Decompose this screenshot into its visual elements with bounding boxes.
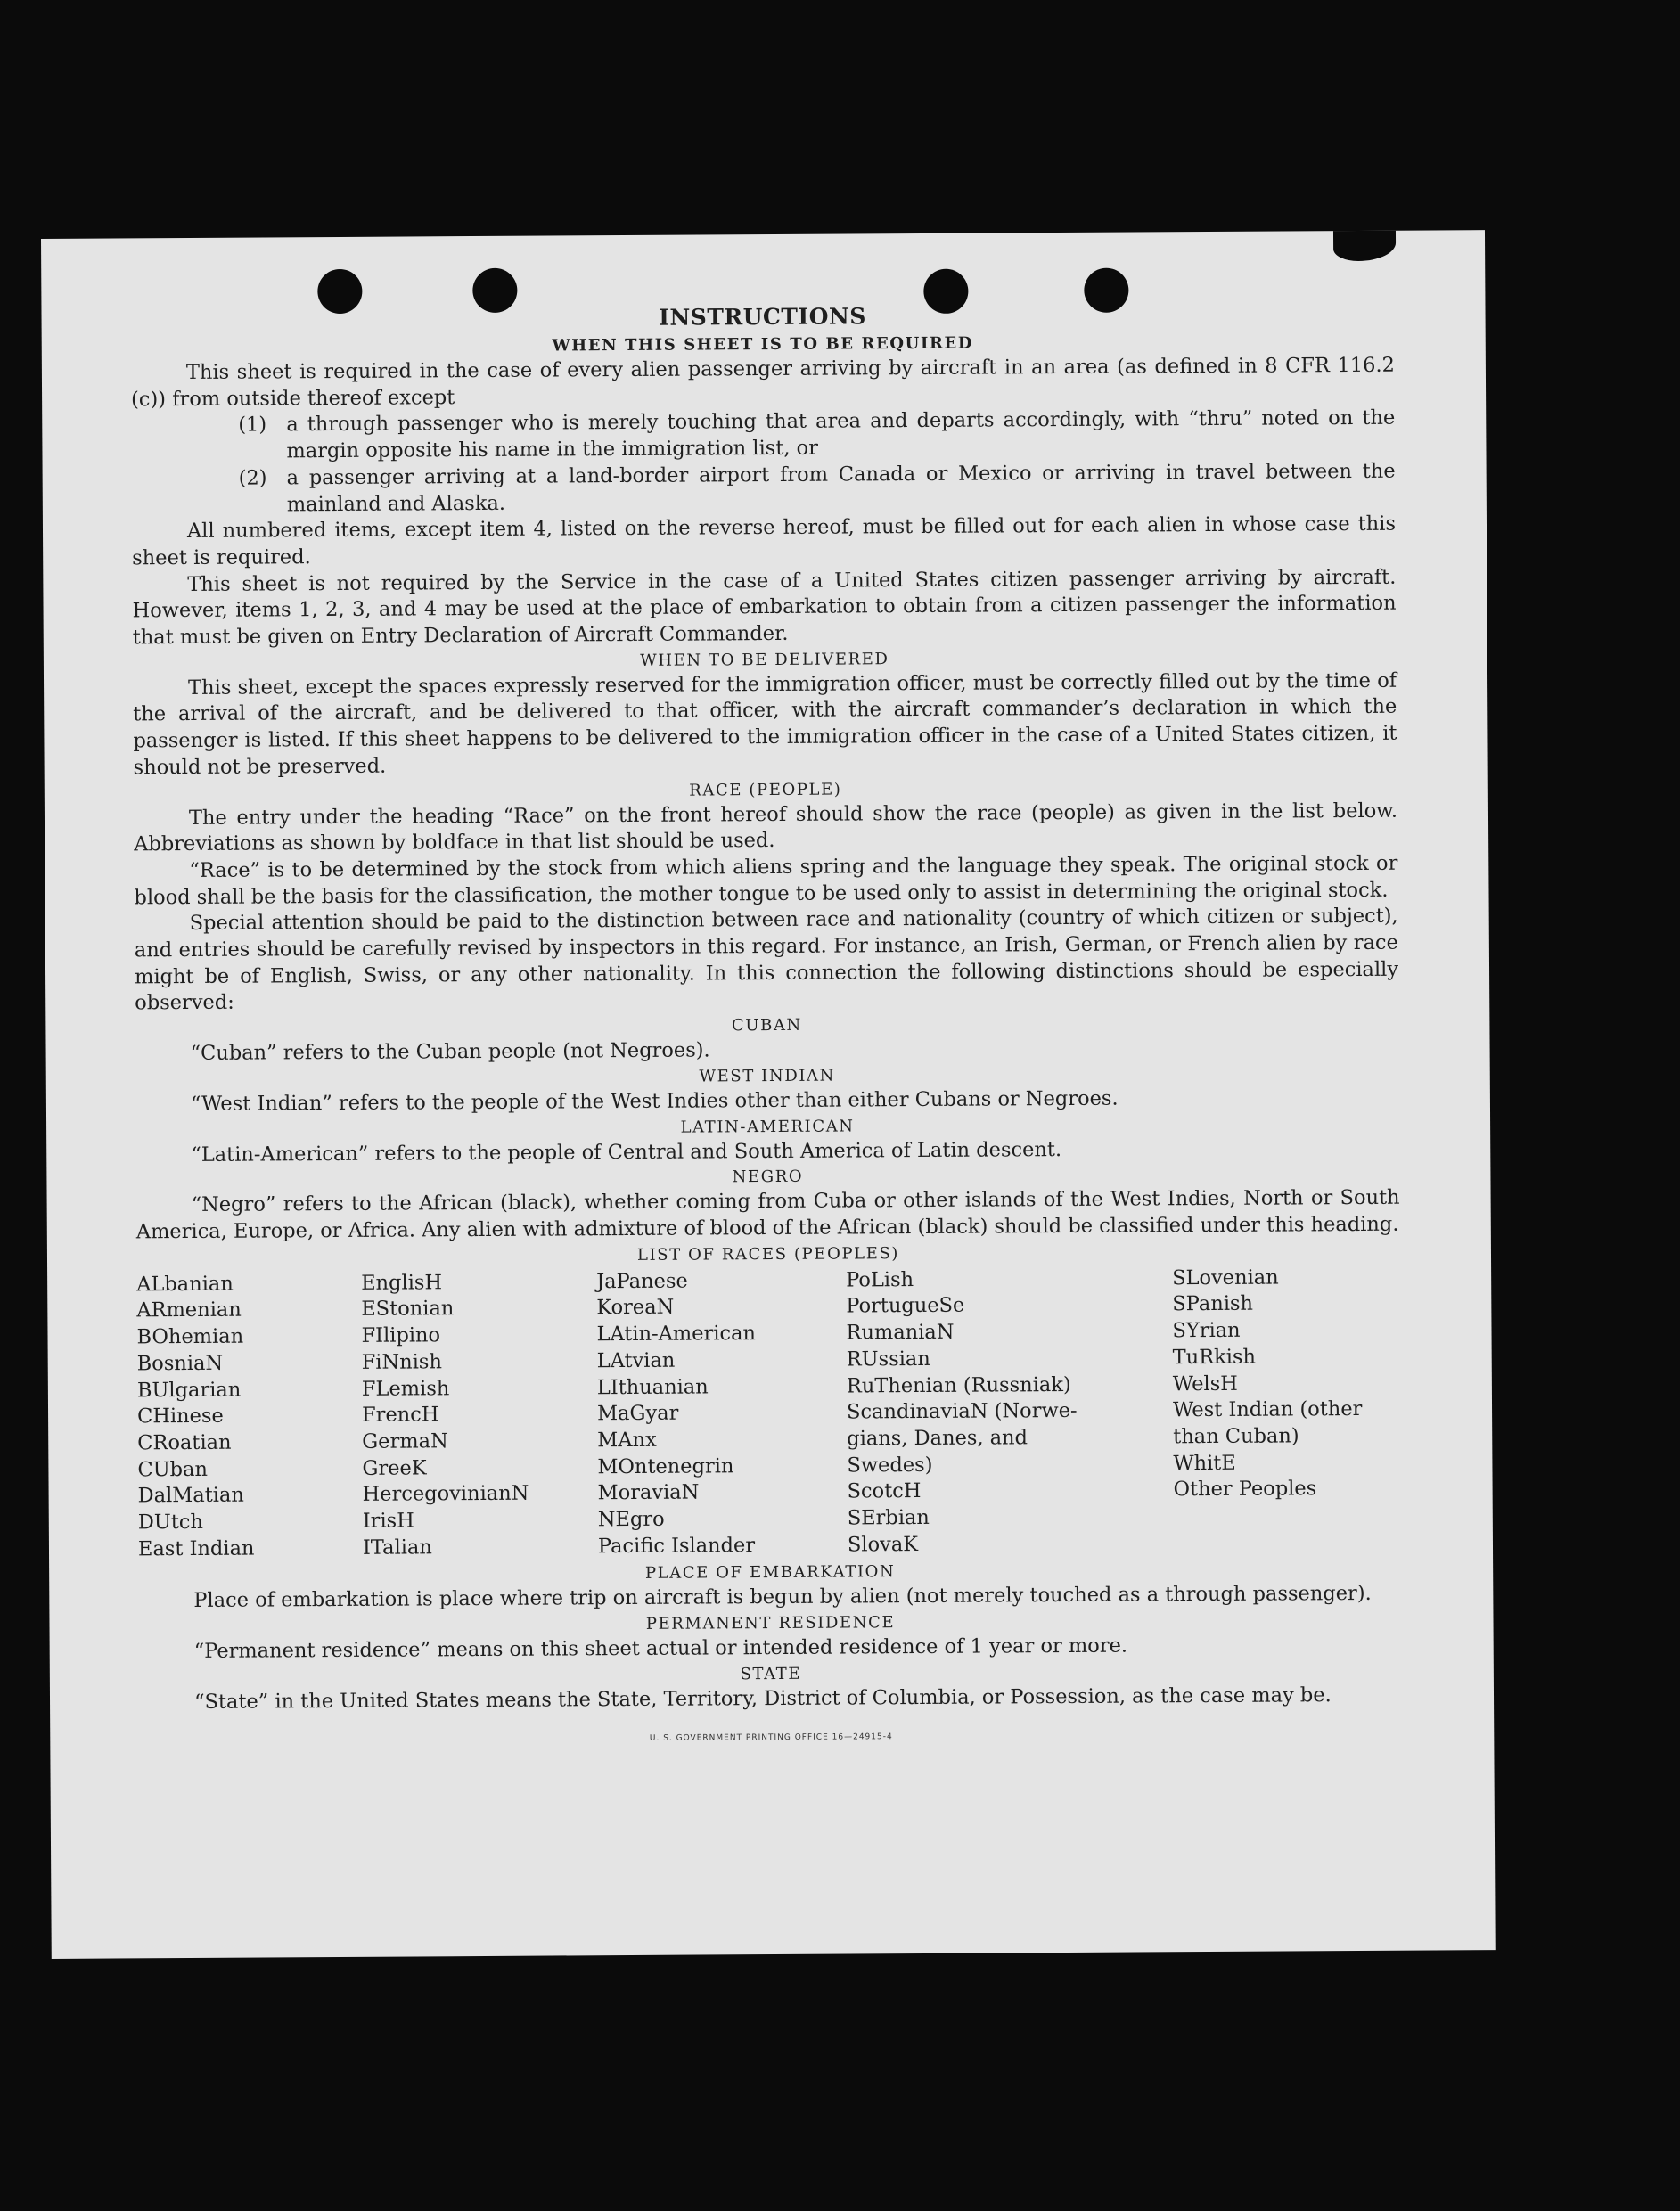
race-entry: Swedes) (847, 1453, 933, 1478)
race-entry: ScotcH (847, 1479, 922, 1503)
section-heading-delivered: WHEN TO BE DELIVERED (640, 649, 889, 670)
race-entry: EStonian (361, 1297, 455, 1322)
race-entry: CRoatian (137, 1430, 232, 1455)
race-entry: CUban (137, 1457, 209, 1481)
race-entry: SPanish (1172, 1292, 1254, 1316)
races-column (136, 1271, 363, 1563)
race-entry: FiNnish (361, 1350, 443, 1374)
race-entry: than Cuban) (1173, 1424, 1299, 1449)
cuban-para: “Cuban” refers to the Cuban people (not Negroes). (190, 1038, 710, 1066)
race-entry: LAtin-American (596, 1322, 757, 1347)
instructions-body (130, 299, 1403, 1756)
race-entry: EnglisH (361, 1270, 443, 1295)
race-entry: MaGyar (596, 1401, 679, 1426)
race-entry: ALbanian (136, 1272, 234, 1297)
section-heading-required: WHEN THIS SHEET IS TO BE REQUIRED (552, 333, 974, 356)
section-heading-list-of-races: LIST OF RACES (PEOPLES) (636, 1243, 900, 1265)
race-entry: CHinese (136, 1404, 224, 1429)
race-entry: FrencH (361, 1403, 439, 1428)
west-indian-para: “West Indian” refers to the people of the West Indies other than either Cubans or Negroes. (190, 1086, 1119, 1116)
race-entry: KoreaN (596, 1296, 675, 1320)
required-para-3: This sheet is not required by the Service in the case of a United States citizen passenger arriving by aircraft. However, items 1, 2, 3, and 4 may be used at the place of embarkation to obtain from a citizen passenger the information that must be given on Entry Declaration of Aircraft Commander. (132, 565, 1397, 650)
section-heading-residence: PERMANENT RESIDENCE (645, 1613, 896, 1634)
printer-imprint: U. S. GOVERNMENT PRINTING OFFICE 16—24915-4 (649, 1732, 893, 1743)
item-number: (1) (238, 413, 267, 438)
race-entry: GermaN (362, 1429, 448, 1454)
race-entry: DalMatian (137, 1483, 244, 1508)
required-intro: This sheet is required in the case of every alien passenger arriving by aircraft in an area (as defined in 8 CFR 116.2 (c)) from outside thereof except (131, 353, 1395, 412)
race-entry: ARmenian (136, 1298, 242, 1323)
race-para-2: “Race” is to be determined by the stock from which aliens spring and the language they speak. The original stock or blood shall be the basis for the classification, the mother tongue to be used only to assist in determining the original stock. (134, 851, 1398, 910)
race-entry: RuThenian (Russniak) (846, 1372, 1071, 1398)
latin-american-para: “Latin-American” refers to the people of Central and South America of Latin descent. (191, 1137, 1062, 1167)
document-sheet (41, 230, 1496, 1959)
race-entry: ITalian (362, 1535, 432, 1560)
race-entry: BUlgarian (136, 1378, 242, 1402)
race-entry: IrisH (362, 1509, 414, 1533)
races-list (136, 1264, 1402, 1562)
race-entry: PoLish (846, 1267, 914, 1292)
section-heading-negro: NEGRO (732, 1167, 804, 1187)
race-entry: MoraviaN (597, 1480, 700, 1505)
exception-item (239, 459, 1396, 519)
delivered-para: This sheet, except the spaces expressly reserved for the immigration officer, must be correctly filled out by the time of the arrival of the aircraft, and be delivered to that officer, with the aircraft commander’s declaration in which the passenger is listed. If this sheet happens to be delivered to the immigration officer in the case of a United States citizen, it should not be preserved. (133, 668, 1397, 780)
item-text: a passenger arriving at a land-border airport from Canada or Mexico or arriving in travel between the mainland and Alaska. (286, 459, 1396, 516)
race-entry: DUtch (137, 1510, 204, 1535)
race-entry: FIlipino (361, 1323, 441, 1347)
races-column (846, 1265, 1174, 1559)
race-entry: West Indian (other (1172, 1397, 1363, 1422)
race-entry: RUssian (846, 1347, 930, 1372)
race-entry: East Indian (137, 1536, 255, 1561)
race-entry: Pacific Islander (597, 1533, 756, 1558)
race-entry: TuRkish (1172, 1345, 1257, 1370)
race-entry: GreeK (362, 1455, 427, 1480)
race-entry: BOhemian (136, 1324, 244, 1349)
races-column (361, 1269, 598, 1561)
section-heading-race: RACE (PEOPLE) (689, 780, 842, 800)
race-entry: LAtvian (596, 1348, 676, 1373)
race-entry: MAnx (597, 1428, 657, 1453)
race-entry: FLemish (361, 1376, 450, 1401)
negro-para: “Negro” refers to the African (black), whether coming from Cuba or other islands of the West Indies, North or South America, Europe, or Africa. Any alien with admixture of blood of the African (black) should be classified under this heading. (135, 1185, 1400, 1244)
race-entry: JaPanese (596, 1269, 688, 1293)
race-entry: PortugueSe (846, 1294, 965, 1318)
section-heading-cuban: CUBAN (731, 1015, 802, 1036)
item-text: a through passenger who is merely touching that area and departs accordingly, with “thru” noted on the margin opposite his name in the immigration list, or (286, 406, 1396, 463)
race-entry: ScandinaviaN (Norwe- (846, 1399, 1078, 1424)
race-entry: NEgro (597, 1507, 665, 1532)
section-heading-state: STATE (740, 1664, 802, 1684)
state-para: “State” in the United States means the State, Territory, District of Columbia, or Possession, as the case may be. (193, 1683, 1332, 1714)
item-number: (2) (238, 466, 267, 490)
embarkation-para: Place of embarkation is place where trip on aircraft is begun by alien (not merely touched as a through passenger). (193, 1582, 1372, 1613)
exception-item (238, 405, 1395, 465)
race-entry: SErbian (847, 1505, 930, 1530)
races-column (596, 1267, 848, 1560)
race-entry: HercegovinianN (362, 1481, 529, 1507)
race-entry: gians, Danes, and (847, 1426, 1028, 1451)
races-column (1172, 1264, 1402, 1556)
race-entry: RumaniaN (846, 1320, 955, 1345)
section-heading-latin-american: LATIN-AMERICAN (680, 1117, 855, 1137)
page-title: INSTRUCTIONS (659, 303, 866, 331)
paper-tear (1333, 231, 1396, 261)
race-entry: MOntenegrin (597, 1454, 734, 1478)
race-para-3: Special attention should be paid to the distinction between race and nationality (country of which citizen or subject), and entries should be carefully revised by inspectors in this regard. For instance, an Irish, German, or French alien by race might be of English, Swiss, or any other nationality. In this connection the following distinctions should be especially observed: (134, 905, 1399, 1015)
race-entry: BosniaN (136, 1351, 224, 1376)
section-heading-west-indian: WEST INDIAN (699, 1066, 836, 1086)
race-entry: SLovenian (1172, 1265, 1279, 1290)
required-para-2: All numbered items, except item 4, listed on the reverse hereof, must be filled out for each alien in whose case this sheet is required. (132, 512, 1397, 570)
race-entry: SlovaK (847, 1532, 919, 1557)
race-entry: SYrian (1172, 1318, 1241, 1343)
residence-para: “Permanent residence” means on this sheet actual or intended residence of 1 year or more. (193, 1634, 1128, 1664)
race-entry: LIthuanian (596, 1374, 709, 1399)
section-heading-embarkation: PLACE OF EMBARKATION (644, 1562, 896, 1584)
race-entry: Other Peoples (1173, 1477, 1317, 1502)
race-entry: WhitE (1173, 1451, 1236, 1475)
race-entry: WelsH (1172, 1372, 1238, 1396)
race-para-1: The entry under the heading “Race” on the front hereof should show the race (people) as given in the list below. Abbreviations as shown by boldface in that list should be used. (134, 798, 1398, 856)
